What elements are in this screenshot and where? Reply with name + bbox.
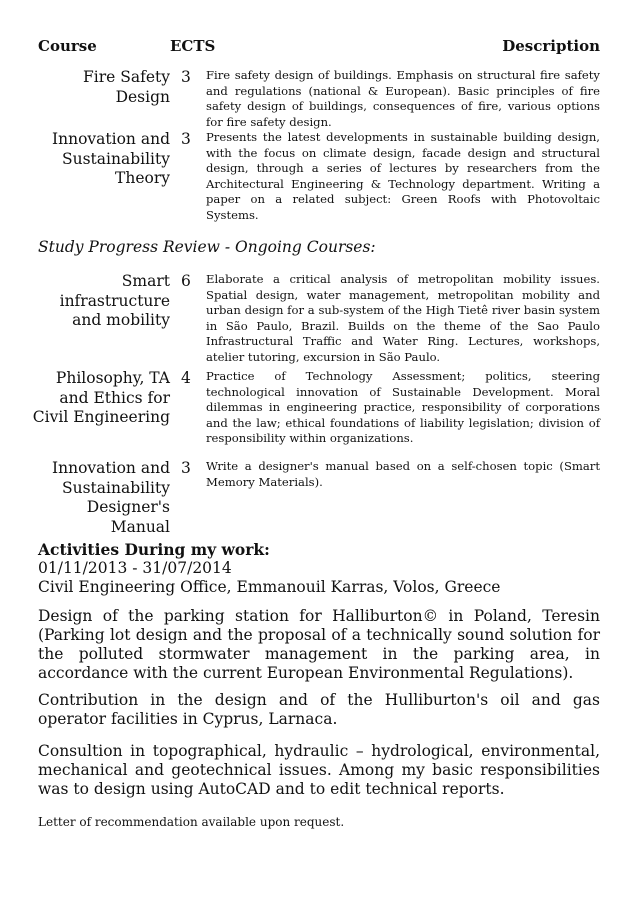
course-ects: 4: [181, 369, 191, 387]
course-description: Fire safety design of buildings. Emphasis on structural fire safety and regulations (national & European). Basic principles of fire safety design of buildings, consequences of fire, various options for fire safety design.: [206, 68, 600, 129]
course-name: Philosophy, TA and Ethics for Civil Engineering: [32, 369, 170, 426]
activity-paragraph: Consultion in topographical, hydraulic – hydrological, environmental, mechanical and geotechnical issues. Among my basic responsibilities was to design using AutoCAD and to edit technical reports.: [38, 742, 600, 798]
activity-paragraph: Contribution in the design and of the Hulliburton's oil and gas operator facilities in Cyprus, Larnaca.: [38, 691, 600, 728]
column-header-ects: ECTS: [170, 37, 216, 55]
ongoing-courses-heading: Study Progress Review - Ongoing Courses:: [38, 238, 376, 256]
course-name: Smart infrastructure and mobility: [59, 272, 170, 329]
activities-heading: Activities During my work:: [38, 540, 270, 559]
course-name: Innovation and Sustainability Theory: [52, 130, 170, 187]
course-description: Presents the latest developments in sustainable building design, with the focus on climate design, facade design and structural design, through a series of lectures by researchers from the Architectural Engineering & Technology department. Writing a paper on a related subject: Green Roofs with Photovoltaic Systems.: [206, 130, 600, 222]
column-header-description: Description: [502, 37, 600, 55]
course-name: Fire Safety Design: [83, 68, 170, 106]
course-name: Innovation and Sustainability Designer's Manual: [52, 459, 170, 536]
column-header-course: Course: [38, 37, 97, 55]
course-ects: 6: [181, 272, 191, 290]
course-ects: 3: [181, 68, 191, 86]
course-ects: 3: [181, 459, 191, 477]
activities-employer: Civil Engineering Office, Emmanouil Karras, Volos, Greece: [38, 578, 501, 596]
course-description: Write a designer's manual based on a self-chosen topic (Smart Memory Materials).: [206, 459, 600, 489]
course-ects: 3: [181, 130, 191, 148]
course-description: Elaborate a critical analysis of metropolitan mobility issues. Spatial design, water management, metropolitan mobility and urban design for a sub-system of the High Tietê river basin system in São Paulo, Brazil. Builds on the theme of the Sao Paulo Infrastructural Traffic and Water Ring. Lectures, workshops, atelier tutoring, excursion in São Paulo.: [206, 272, 600, 364]
course-description: Practice of Technology Assessment; politics, steering technological innovation of Sustainable Development. Moral dilemmas in engineering practice, responsibility of corporations and the law; ethical foundations of liability legislation; division of responsibility within organizations.: [206, 369, 600, 445]
recommendation-note: Letter of recommendation available upon request.: [38, 815, 345, 829]
activity-paragraph: Design of the parking station for Halliburton© in Poland, Teresin (Parking lot design and the proposal of a technically sound solution for the polluted stormwater management in the parking area, in accordance with the current European Environmental Regulations).: [38, 607, 600, 682]
activities-dates: 01/11/2013 - 31/07/2014: [38, 559, 232, 577]
